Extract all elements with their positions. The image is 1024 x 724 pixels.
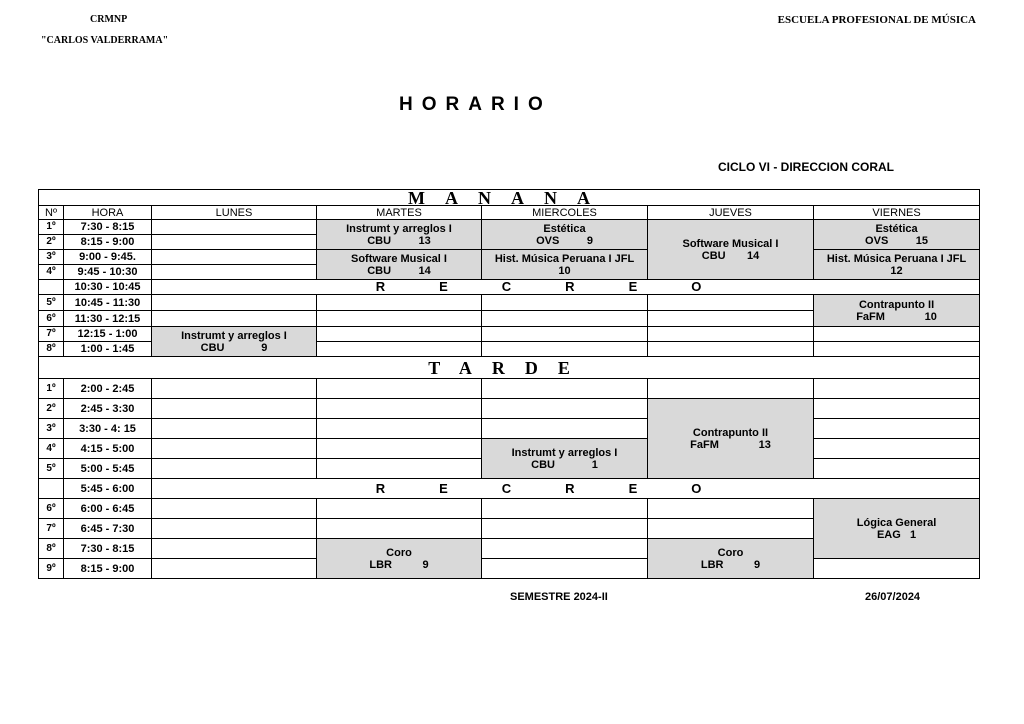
empty-cell	[317, 499, 482, 519]
course-name: Instrumt y arreglos I	[511, 446, 618, 459]
empty-cell	[152, 250, 317, 265]
course-group: 9	[754, 558, 761, 571]
empty-cell	[814, 399, 980, 419]
empty-cell	[814, 342, 980, 357]
empty-cell	[317, 519, 482, 539]
course-name: Hist. Música Peruana I JFL	[826, 252, 967, 265]
cycle-label: CICLO VI - DIRECCION CORAL	[718, 160, 894, 174]
period-number: 1º	[39, 220, 64, 235]
period-number: 4º	[39, 439, 64, 459]
section-manana: MANANA	[39, 190, 980, 206]
table-row	[39, 295, 980, 311]
table-row	[39, 327, 980, 342]
empty-cell	[814, 419, 980, 439]
course-name: Instrumt y arreglos I	[346, 222, 452, 235]
school-name: ESCUELA PROFESIONAL DE MÚSICA	[777, 14, 976, 26]
empty-cell	[152, 311, 317, 327]
period-number: 2º	[39, 235, 64, 250]
empty-cell	[648, 342, 814, 357]
empty-cell	[482, 342, 648, 357]
empty-cell	[482, 379, 648, 399]
course-cell	[317, 539, 482, 579]
course-name: Coro	[717, 546, 744, 559]
empty-cell	[482, 399, 648, 419]
course-cell	[482, 220, 648, 250]
empty-cell	[317, 327, 482, 342]
period-time: 8:15 - 9:00	[64, 559, 152, 579]
course-code: CBU	[531, 458, 556, 471]
page-title: HORARIO	[399, 94, 552, 115]
period-number	[39, 280, 64, 295]
recreo-label: RECREO	[152, 479, 980, 499]
empty-cell	[814, 439, 980, 459]
period-time: 6:00 - 6:45	[64, 499, 152, 519]
course-name: Hist. Música Peruana I JFL	[494, 252, 635, 265]
period-number: 1º	[39, 379, 64, 399]
course-group: 12	[890, 264, 903, 277]
course-cell	[648, 220, 814, 280]
empty-cell	[482, 327, 648, 342]
header-row	[39, 206, 980, 220]
course-group: 10	[924, 310, 937, 323]
course-name: Contrapunto II	[858, 298, 935, 311]
course-group: 1	[909, 528, 917, 541]
period-number: 3º	[39, 250, 64, 265]
empty-cell	[317, 419, 482, 439]
course-group: 9	[261, 341, 268, 354]
org-name: "CARLOS VALDERRAMA"	[41, 35, 169, 46]
period-time: 2:00 - 2:45	[64, 379, 152, 399]
table-row	[39, 559, 980, 579]
course-code: EAG	[876, 528, 901, 541]
empty-cell	[152, 439, 317, 459]
empty-cell	[814, 327, 980, 342]
empty-cell	[482, 419, 648, 439]
recreo-label: RECREO	[152, 280, 980, 295]
course-code: CBU	[367, 264, 392, 277]
table-row	[39, 499, 980, 519]
empty-cell	[317, 439, 482, 459]
course-group: 13	[418, 234, 431, 247]
course-name: Estética	[875, 222, 918, 235]
empty-cell	[152, 499, 317, 519]
period-number: 6º	[39, 499, 64, 519]
course-code: CBU	[367, 234, 392, 247]
empty-cell	[152, 419, 317, 439]
period-time: 7:30 - 8:15	[64, 539, 152, 559]
empty-cell	[482, 295, 648, 311]
course-code: OVS	[865, 234, 889, 247]
empty-cell	[482, 559, 648, 579]
empty-cell	[152, 220, 317, 235]
table-row	[39, 220, 980, 235]
course-name: Software Musical I	[682, 237, 779, 250]
empty-cell	[152, 559, 317, 579]
course-cell	[814, 250, 980, 280]
empty-cell	[152, 235, 317, 250]
course-cell	[814, 295, 980, 327]
schedule-table	[38, 189, 980, 579]
empty-cell	[152, 459, 317, 479]
course-code: LBR	[700, 558, 724, 571]
empty-cell	[814, 559, 980, 579]
empty-cell	[152, 379, 317, 399]
empty-cell	[648, 379, 814, 399]
period-time: 12:15 - 1:00	[64, 327, 152, 342]
col-header-jueves: JUEVES	[648, 206, 814, 220]
empty-cell	[482, 311, 648, 327]
empty-cell	[317, 459, 482, 479]
date-label: 26/07/2024	[865, 591, 921, 603]
period-time: 11:30 - 12:15	[64, 311, 152, 327]
empty-cell	[317, 342, 482, 357]
empty-cell	[482, 539, 648, 559]
period-time: 5:00 - 5:45	[64, 459, 152, 479]
empty-cell	[152, 265, 317, 280]
empty-cell	[482, 519, 648, 539]
period-number: 9º	[39, 559, 64, 579]
empty-cell	[152, 295, 317, 311]
period-time: 3:30 - 4: 15	[64, 419, 152, 439]
semester-label: SEMESTRE 2024-II	[510, 591, 608, 603]
course-cell	[482, 439, 648, 479]
course-code: CBU	[701, 249, 726, 262]
col-header-num: Nº	[39, 206, 64, 220]
col-header-viernes: VIERNES	[814, 206, 980, 220]
empty-cell	[482, 499, 648, 519]
course-group: 10	[558, 264, 571, 277]
period-time: 8:15 - 9:00	[64, 235, 152, 250]
course-code: FaFM	[690, 438, 719, 451]
table-row	[39, 399, 980, 419]
period-time: 10:45 - 11:30	[64, 295, 152, 311]
period-time: 5:45 - 6:00	[64, 479, 152, 499]
col-header-lunes: LUNES	[152, 206, 317, 220]
empty-cell	[648, 519, 814, 539]
period-time: 2:45 - 3:30	[64, 399, 152, 419]
course-cell	[482, 250, 648, 280]
course-name: Contrapunto II	[692, 426, 769, 439]
period-time: 10:30 - 10:45	[64, 280, 152, 295]
course-name: Estética	[543, 222, 586, 235]
period-number	[39, 479, 64, 499]
course-cell	[814, 220, 980, 250]
period-number: 5º	[39, 459, 64, 479]
period-number: 2º	[39, 399, 64, 419]
period-time: 9:00 - 9:45.	[64, 250, 152, 265]
course-group: 1	[591, 458, 598, 471]
table-row	[39, 419, 980, 439]
course-cell	[317, 220, 482, 250]
course-code: FaFM	[856, 310, 885, 323]
empty-cell	[317, 311, 482, 327]
course-cell	[152, 327, 317, 357]
period-time: 1:00 - 1:45	[64, 342, 152, 357]
course-cell	[648, 399, 814, 479]
empty-cell	[814, 379, 980, 399]
course-group: 14	[747, 249, 760, 262]
period-number: 6º	[39, 311, 64, 327]
course-cell	[648, 539, 814, 579]
col-header-hora: HORA	[64, 206, 152, 220]
period-time: 6:45 - 7:30	[64, 519, 152, 539]
course-name: Coro	[386, 546, 412, 559]
col-header-miercoles: MIERCOLES	[482, 206, 648, 220]
course-code: OVS	[536, 234, 560, 247]
course-name: Lógica General	[856, 516, 937, 529]
course-group: 9	[422, 558, 429, 571]
course-cell	[814, 499, 980, 559]
section-tarde: TARDE	[39, 357, 980, 379]
course-code: CBU	[200, 341, 225, 354]
org-acronym: CRMNP	[90, 14, 128, 25]
empty-cell	[317, 379, 482, 399]
table-row	[39, 379, 980, 399]
period-time: 4:15 - 5:00	[64, 439, 152, 459]
course-group: 9	[586, 234, 593, 247]
empty-cell	[648, 327, 814, 342]
empty-cell	[152, 519, 317, 539]
period-number: 7º	[39, 519, 64, 539]
course-name: Software Musical I	[351, 252, 447, 265]
course-cell	[317, 250, 482, 280]
course-group: 13	[758, 438, 771, 451]
period-number: 7º	[39, 327, 64, 342]
course-group: 14	[418, 264, 431, 277]
empty-cell	[648, 295, 814, 311]
empty-cell	[152, 539, 317, 559]
table-row	[39, 439, 980, 459]
period-number: 8º	[39, 342, 64, 357]
table-row	[39, 250, 980, 265]
period-number: 4º	[39, 265, 64, 280]
course-code: LBR	[369, 558, 392, 571]
period-number: 8º	[39, 539, 64, 559]
course-name: Instrumt y arreglos I	[181, 329, 287, 342]
col-header-martes: MARTES	[317, 206, 482, 220]
period-time: 9:45 - 10:30	[64, 265, 152, 280]
table-row	[39, 479, 980, 499]
empty-cell	[317, 399, 482, 419]
course-group: 15	[915, 234, 929, 247]
period-time: 7:30 - 8:15	[64, 220, 152, 235]
table-row	[39, 280, 980, 295]
empty-cell	[152, 399, 317, 419]
period-number: 3º	[39, 419, 64, 439]
empty-cell	[317, 295, 482, 311]
empty-cell	[648, 499, 814, 519]
period-number: 5º	[39, 295, 64, 311]
empty-cell	[814, 459, 980, 479]
empty-cell	[648, 311, 814, 327]
